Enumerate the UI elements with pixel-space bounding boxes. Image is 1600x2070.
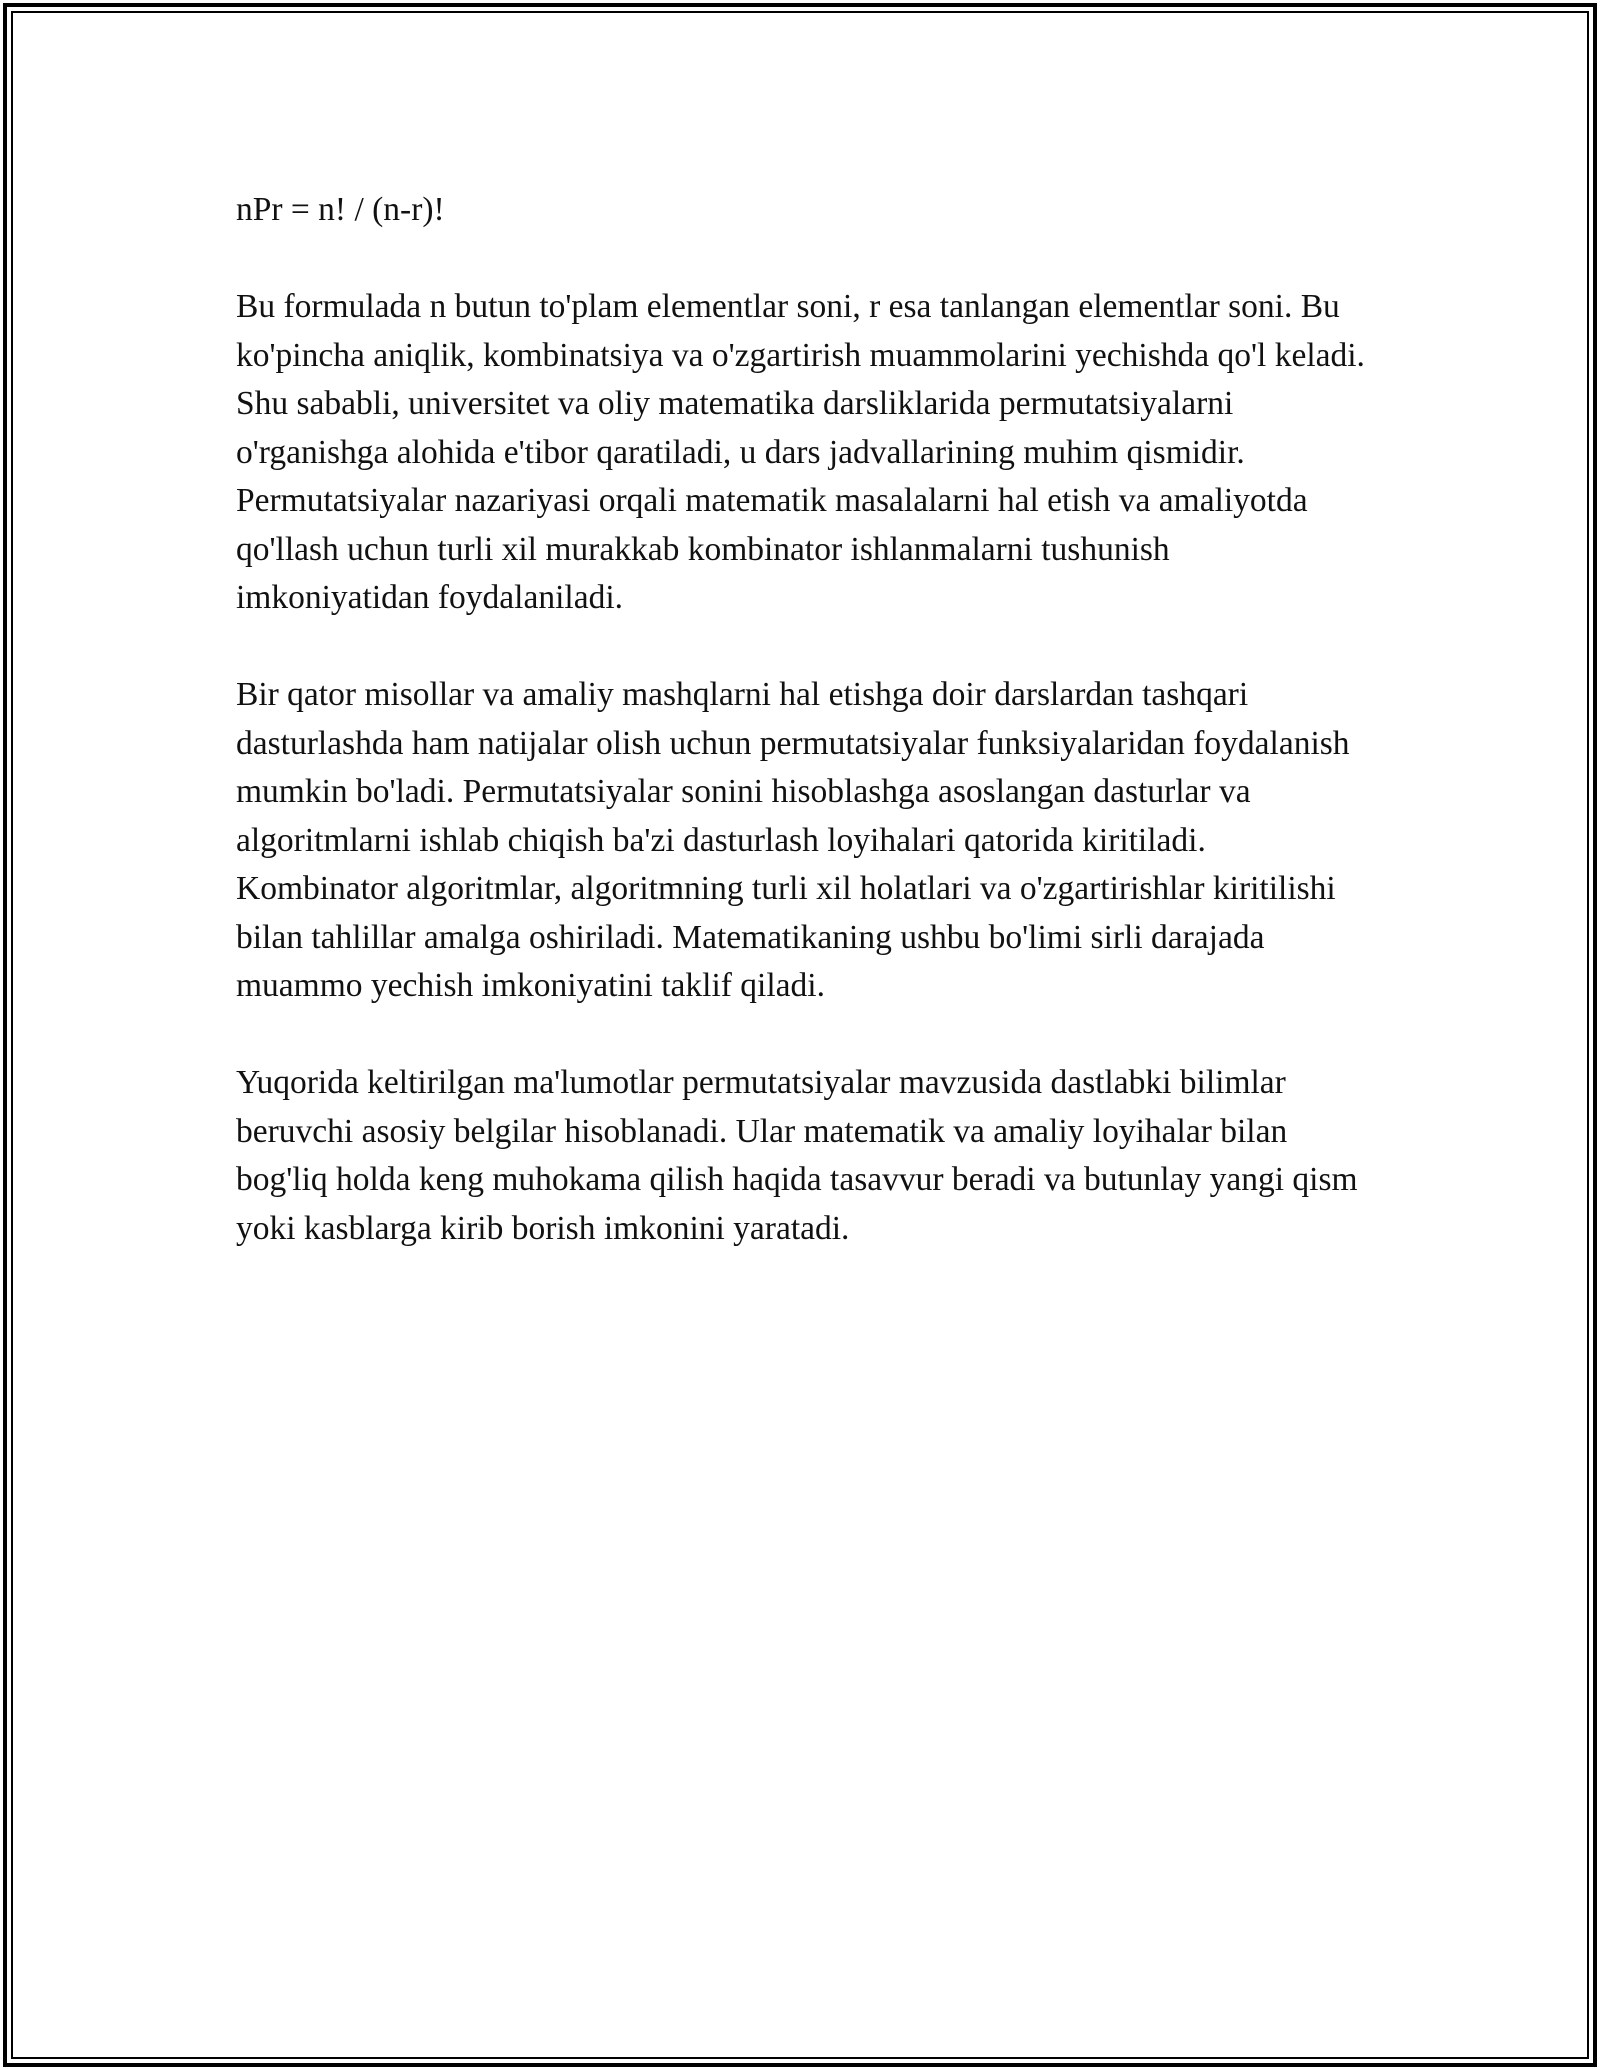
paragraph-definition: Bu formulada n butun to'plam elementlar soni, r esa tanlangan elementlar soni. Bu ko'pincha aniqlik, kombinatsiya va o'zgartirish muammolarini yechishda qo'l keladi. Shu sababli, universitet va oliy matematika darsliklarida permutatsiyalarni o'rganishga alohida e'tibor qaratiladi, u dars jadvallarining muhim qismidir. Permutatsiyalar nazariyasi orqali matematik masalalarni hal etish va amaliyotda qo'llash uchun turli xil murakkab kombinator ishlanmalarni tushunish imkoniyatidan foydalaniladi.	[236, 288, 1365, 616]
paragraph-programming: Bir qator misollar va amaliy mashqlarni hal etishga doir darslardan tashqari dasturlashda ham natijalar olish uchun permutatsiyalar funksiyalaridan foydalanish mumkin bo'ladi. Permutatsiyalar sonini hisoblashga asoslangan dasturlar va algoritmlarni ishlab chiqish ba'zi dasturlash loyihalari qatorida kiritiladi. Kombinator algoritmlar, algoritmning turli xil holatlari va o'zgartirishlar kiritilishi bilan tahlillar amalga oshiriladi. Matematikaning ushbu bo'limi sirli darajada muammo yechish imkoniyatini taklif qiladi.	[236, 676, 1350, 1004]
formula-line: nPr = n! / (n-r)!	[236, 191, 445, 228]
document-body	[236, 186, 1366, 1302]
paragraph-conclusion: Yuqorida keltirilgan ma'lumotlar permutatsiyalar mavzusida dastlabki bilimlar beruvchi asosiy belgilar hisoblanadi. Ular matematik va amaliy loyihalar bilan bog'liq holda keng muhokama qilish haqida tasavvur beradi va butunlay yangi qism yoki kasblarga kirib borish imkonini yaratadi.	[236, 1064, 1358, 1247]
